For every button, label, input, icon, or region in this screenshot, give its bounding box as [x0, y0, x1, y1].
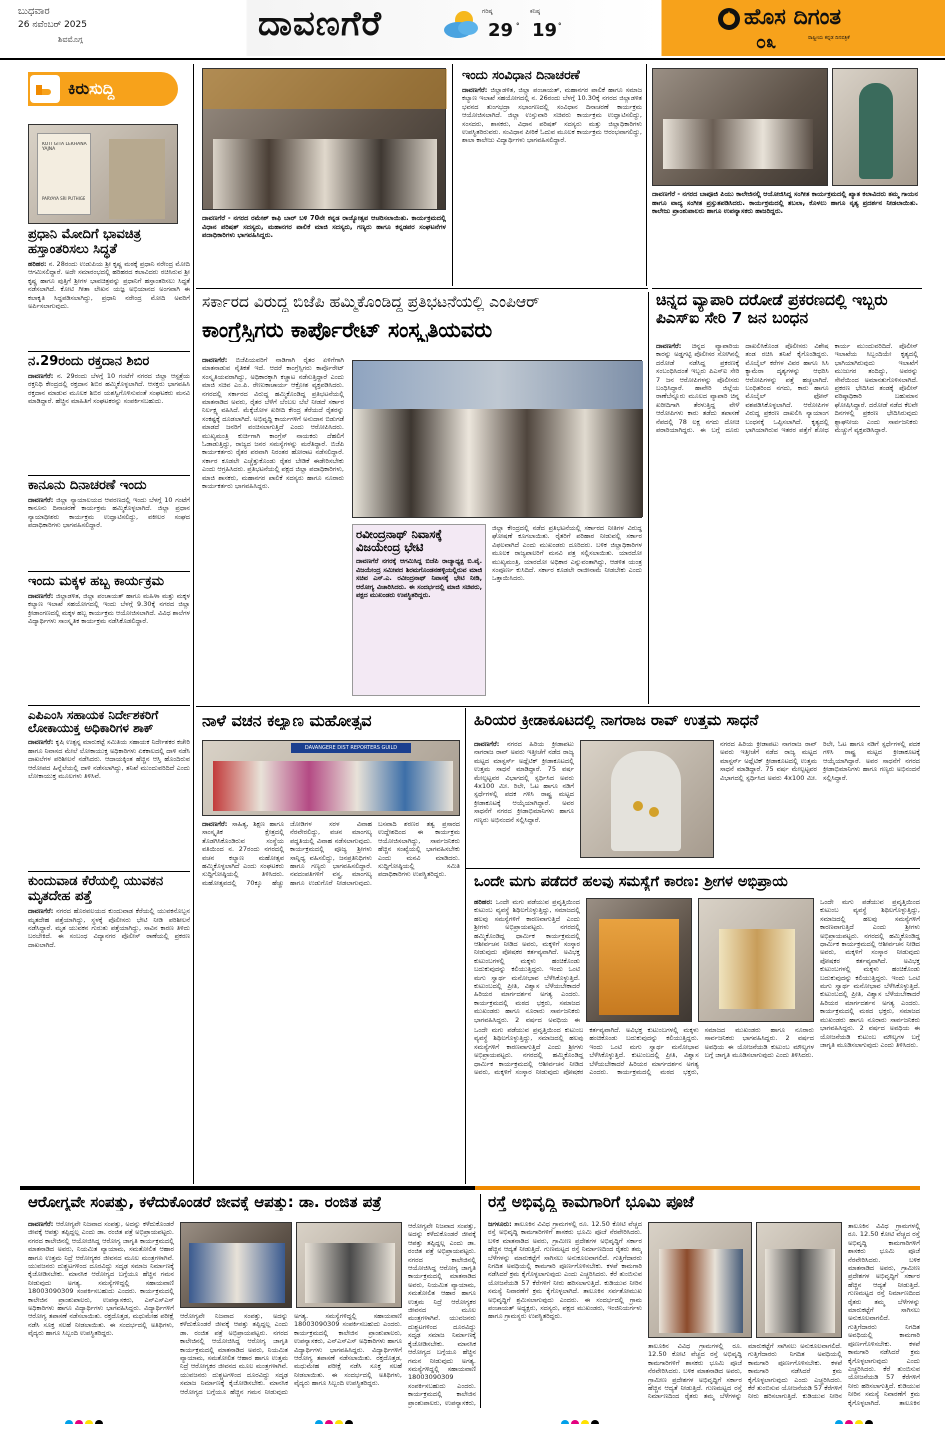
vachana-title: ನಾಳೆ ವಚನ ಕಲ್ಯಾಣ ಮಹೋತ್ಸವ: [202, 712, 372, 730]
press-banner: DAVANGERE DIST REPORTERS GUILD: [291, 743, 411, 753]
samvidhana-text: [462, 86, 642, 284]
page-number: ೦೩: [756, 32, 777, 53]
photo-people: [109, 139, 165, 219]
max-temp: 29: [488, 20, 514, 41]
temple-photo: [698, 898, 814, 1022]
health-text-col3: ಆರೋಗ್ಯವೇ ನಿಜವಾದ ಸಂಪತ್ತು, ಅದನ್ನು ಕಳೆದುಕೊಂಡರೆ ಜೀವಕ್ಕೆ ಆಪತ್ತು ತಪ್ಪಿದ್ದಲ್ಲ ಎಂದು ಡಾ. ರಂಜಿತ ಪತ್ರೆ ಅಭಿಪ್ರಾಯಪಟ್ಟರು. ನಗರದ ಕಾಲೇಜಿನಲ್ಲಿ ಆಯೋಜಿಸಿದ್ದ ಆರೋಗ್ಯ ಜಾಗೃತಿ ಕಾರ್ಯಕ್ರಮದಲ್ಲಿ ಮಾತನಾಡಿದ ಅವರು, ನಿಯಮಿತ ವ್ಯಾಯಾಮ, ಸಮತೋಲಿತ ಆಹಾರ ಹಾಗೂ ಉತ್ತಮ ನಿದ್ರೆ ಆರೋಗ್ಯಕರ ಜೀವನದ ಮೂಲ ಮಂತ್ರಗಳಾಗಿವೆ. ಯುವಜನರು ದುಶ್ಚಟಗಳಿಂದ ದೂರವಿದ್ದು ಸದೃಢ ಸಮಾಜ ನಿರ್ಮಾಣಕ್ಕೆ ಕೈಜೋಡಿಸಬೇಕು. ಮಾನಸಿಕ ಆರೋಗ್ಯದ ಬಗ್ಗೆಯೂ ಹೆಚ್ಚಿನ ಗಮನ ನೀಡುವುದು ಅಗತ್ಯ. ಸಮಸ್ಯೆಗಳಿದ್ದಲ್ಲಿ ಸಹಾಯವಾಣಿ 18003090309 ಸಂಪರ್ಕಿಸಬಹುದು ಎಂದರು. ಕಾರ್ಯಕ್ರಮದಲ್ಲಿ ಕಾಲೇಜಿನ ಪ್ರಾಂಶುಪಾಲರು, ಉಪನ್ಯಾಸಕರು,: [408, 1222, 476, 1407]
brief-title: ಇಂದು ಮಕ್ಕಳ ಹಬ್ಬ ಕಾರ್ಯಕ್ರಮ: [28, 573, 164, 589]
registration-marks-icon: [560, 1414, 600, 1424]
vachana-body: ಸಾಹಿತ್ಯ, ಶಿಕ್ಷಣ ಹಾಗೂ ಸಾಂಸ್ಕೃತಿಕ ಕ್ಷೇತ್ರದಲ್ಲಿ ತೊಡಗಿಸಿಕೊಂಡಿರುವ ಸಂಸ್ಥೆಯ ವತಿಯಿಂದ ನ. 27ರಂದು ನಗರದಲ್ಲಿ ವಚನ ಕಲ್ಯಾಣ ಮಹೋತ್ಸವ ಹಮ್ಮಿಕೊಳ್ಳಲಾಗಿದೆ ಎಂದು ಸಂಘಟಕರು ಸುದ್ದಿಗೋಷ್ಠಿಯಲ್ಲಿ ತಿಳಿಸಿದರು. ಮಹೋತ್ಸವದಲ್ಲಿ 70ಕ್ಕೂ ಹೆಚ್ಚು ಜೋಡಿಗಳ ಸರಳ ವಿವಾಹ ನೆರವೇರಲಿದ್ದು, ವಚನ ಮಾಂಗಲ್ಯ ಪದ್ಧತಿಯಲ್ಲಿ ವಿವಾಹ ನಡೆಸಲಾಗುವುದು. ಕಾರ್ಯಕ್ರಮದಲ್ಲಿ ಪೂಜ್ಯ ಶ್ರೀಗಳು ಸಾನ್ನಿಧ್ಯ ವಹಿಸಲಿದ್ದು, ಜನಪ್ರತಿನಿಧಿಗಳು ಹಾಗೂ ಗಣ್ಯರು ಭಾಗವಹಿಸಲಿದ್ದಾರೆ. ನವದಂಪತಿಗಳಿಗೆ ವಸ್ತ್ರ, ಮಾಂಗಲ್ಯ ಹಾಗೂ ಉಡುಗೊರೆ ನೀಡಲಾಗುವುದು. ಬಸವಾದಿ ಶರಣರ ತತ್ವ ಪ್ರಸಾರದ ಉದ್ದೇಶದಿಂದ ಈ ಕಾರ್ಯಕ್ರಮ ಆಯೋಜಿಸಲಾಗಿದ್ದು, ಸಾರ್ವಜನಿಕರು ಹೆಚ್ಚಿನ ಸಂಖ್ಯೆಯಲ್ಲಿ ಭಾಗವಹಿಸಬೇಕು ಎಂದು ಮನವಿ ಮಾಡಿದರು. ಸುದ್ದಿಗೋಷ್ಠಿಯಲ್ಲಿ ಸಮಿತಿ ಪದಾಧಿಕಾರಿಗಳು ಉಪಸ್ಥಿತರಿದ್ದರು.: [202, 820, 460, 887]
brief-item: [28, 479, 190, 568]
road-body: ತಾಲೂಕಿನ ವಿವಿಧ ಗ್ರಾಮಗಳಲ್ಲಿ ರೂ. 12.50 ಕೋಟಿ ವೆಚ್ಚದ ರಸ್ತೆ ಅಭಿವೃದ್ಧಿ ಕಾಮಗಾರಿಗಳಿಗೆ ಶಾಸಕರು ಭೂಮಿ ಪೂಜೆ ನೆರವೇರಿಸಿದರು. ಬಳಿಕ ಮಾತನಾಡಿದ ಅವರು, ಗ್ರಾಮೀಣ ಪ್ರದೇಶಗಳ ಅಭಿವೃದ್ಧಿಗೆ ಸರ್ಕಾರ ಹೆಚ್ಚಿನ ಆದ್ಯತೆ ನೀಡುತ್ತಿದೆ. ಗುಣಮಟ್ಟದ ರಸ್ತೆ ನಿರ್ಮಾಣದಿಂದ ರೈತರು ತಮ್ಮ ಬೆಳೆಗಳನ್ನು ಮಾರುಕಟ್ಟೆಗೆ ಸಾಗಿಸಲು ಅನುಕೂಲವಾಗಲಿದೆ. ಗುತ್ತಿಗೆದಾರರು ನಿಗದಿತ ಅವಧಿಯಲ್ಲಿ ಕಾಮಗಾರಿ ಪೂರ್ಣಗೊಳಿಸಬೇಕು. ಕಳಪೆ ಕಾಮಗಾರಿ ನಡೆಸಿದರೆ ಕ್ರಮ ಕೈಗೊಳ್ಳಲಾಗುವುದು ಎಂದು ಎಚ್ಚರಿಸಿದರು. ಕೆರೆ ತುಂಬಿಸುವ ಯೋಜನೆಯಡಿ 57 ಕೆರೆಗಳಿಗೆ ನೀರು ಹರಿಸಲಾಗುತ್ತಿದೆ. ಕುಡಿಯುವ ನೀರಿನ ಸಮಸ್ಯೆ ನಿವಾರಣೆಗೆ ಕ್ರಮ ಕೈಗೊಳ್ಳಲಾಗಿದೆ. ತಾಲೂಕಿನ ಸರ್ವತೋಮುಖ ಅಭಿವೃದ್ಧಿಗೆ ಶ್ರಮಿಸಲಾಗುವುದು ಎಂದರು. ಈ ಸಂದರ್ಭದಲ್ಲಿ ಗ್ರಾಮ ಪಂಚಾಯತ್ ಅಧ್ಯಕ್ಷರು, ಸದಸ್ಯರು, ಪಕ್ಷದ ಮುಖಂಡರು, ಇಂಜಿನಿಯರ್ಗಳು ಹಾಗೂ ಗ್ರಾಮಸ್ಥರು ಉಪಸ್ಥಿತರಿದ್ದರು.: [488, 1220, 642, 1321]
brief-title: ಕಾನೂನು ದಿನಾಚರಣೆ ಇಂದು: [28, 477, 147, 493]
road-text-col2: ತಾಲೂಕಿನ ವಿವಿಧ ಗ್ರಾಮಗಳಲ್ಲಿ ರೂ. 12.50 ಕೋಟಿ ವೆಚ್ಚದ ರಸ್ತೆ ಅಭಿವೃದ್ಧಿ ಕಾಮಗಾರಿಗಳಿಗೆ ಶಾಸಕರು ಭೂಮಿ ಪೂಜೆ ನೆರವೇರಿಸಿದರು. ಬಳಿಕ ಮಾತನಾಡಿದ ಅವರು, ಗ್ರಾಮೀಣ ಪ್ರದೇಶಗಳ ಅಭಿವೃದ್ಧಿಗೆ ಸರ್ಕಾರ ಹೆಚ್ಚಿನ ಆದ್ಯತೆ ನೀಡುತ್ತಿದೆ. ಗುಣಮಟ್ಟದ ರಸ್ತೆ ನಿರ್ಮಾಣದಿಂದ ರೈತರು ತಮ್ಮ ಬೆಳೆಗಳನ್ನು ಮಾರುಕಟ್ಟೆಗೆ ಸಾಗಿಸಲು ಅನುಕೂಲವಾಗಲಿದೆ. ಗುತ್ತಿಗೆದಾರರು ನಿಗದಿತ ಅವಧಿಯಲ್ಲಿ ಕಾಮಗಾರಿ ಪೂರ್ಣಗೊಳಿಸಬೇಕು. ಕಳಪೆ ಕಾಮಗಾರಿ ನಡೆಸಿದರೆ ಕ್ರಮ ಕೈಗೊಳ್ಳಲಾಗುವುದು ಎಂದು ಎಚ್ಚರಿಸಿದರು. ಕೆರೆ ತುಂಬಿಸುವ ಯೋಜನೆಯಡಿ 57 ಕೆರೆಗಳಿಗೆ ನೀರು ಹರಿಸಲಾಗುತ್ತಿದೆ. ಕುಡಿಯುವ ನೀರಿನ: [648, 1342, 842, 1401]
min-temp: 19: [532, 20, 558, 41]
lead-text-col1: [202, 356, 344, 702]
samvidhana-body: ಜಿಲ್ಲಾಡಳಿತ, ಜಿಲ್ಲಾ ಪಂಚಾಯತ್, ಮಹಾನಗರ ಪಾಲಿಕೆ ಹಾಗೂ ಸಮಾಜ ಕಲ್ಯಾಣ ಇಲಾಖೆ ಸಹಯೋಗದಲ್ಲಿ ನ. 26ರಂದು ಬೆಳಗ್ಗೆ 10.30ಕ್ಕೆ ನಗರದ ಜಿಲ್ಲಾಡಳಿತ ಭವನದ ತುಂಗಭದ್ರಾ ಸಭಾಂಗಣದಲ್ಲಿ ಸಂವಿಧಾನ ದಿನಾಚರಣೆ ಕಾರ್ಯಕ್ರಮ ಆಯೋಜಿಸಲಾಗಿದೆ. ಜಿಲ್ಲಾ ಉಸ್ತುವಾರಿ ಸಚಿವರು ಕಾರ್ಯಕ್ರಮ ಉದ್ಘಾಟಿಸಲಿದ್ದು, ಸಂಸದರು, ಶಾಸಕರು, ವಿಧಾನ ಪರಿಷತ್ ಸದಸ್ಯರು ಮತ್ತು ಜಿಲ್ಲಾಧಿಕಾರಿಗಳು ಉಪಸ್ಥಿತರಿರುವರು. ಸಂವಿಧಾನ ಪೀಠಿಕೆ ಓದುವ ಮೂಲಕ ಕಾರ್ಯಕ್ರಮ ಆರಂಭವಾಗಲಿದ್ದು, ಶಾಲಾ ಕಾಲೇಜು ವಿದ್ಯಾರ್ಥಿಗಳು ಭಾಗವಹಿಸಲಿದ್ದಾರೆ.: [462, 86, 642, 145]
brief-text: ನ. 28ರಂದು ಉಡುಪಿಯ ಶ್ರೀ ಕೃಷ್ಣ ಮಠಕ್ಕೆ ಪ್ರಧಾನಿ ನರೇಂದ್ರ ಮೋದಿ ಆಗಮಿಸಲಿದ್ದಾರೆ. ಅದೇ ಸಮಾರಂಭದಲ್ಲಿ ಹರಿಹರದ ಕಲಾವಿದರು ರಚಿಸಿರುವ ಶ್ರೀ ಕೃಷ್ಣ ಹಾಗೂ ಪುತ್ತಿಗೆ ಶ್ರೀಗಳ ಭಾವಚಿತ್ರವನ್ನು ಪ್ರಧಾನಿಗೆ ಹಸ್ತಾಂತರಿಸಲು ಸಿದ್ಧತೆ ನಡೆಸಲಾಗಿದೆ. ಕೋಟಿ ಗೀತಾ ಲೇಖನ ಯಜ್ಞ ಅಭಿಯಾನದ ಅಂಗವಾಗಿ ಈ ಕಲಾಕೃತಿ ಸಿದ್ಧಪಡಿಸಲಾಗಿದ್ದು, ಪ್ರಧಾನಿ ನರೇಂದ್ರ ಮೋದಿ ಅವರಿಗೆ ಅರ್ಪಿಸಲಾಗುವುದು.: [28, 259, 190, 310]
brief-title: ಪ್ರಧಾನಿ ಮೋದಿಗೆ ಭಾವಚಿತ್ರ ಹಸ್ತಾಂತರಿಸಲು ಸಿದ್ಧತೆ: [28, 228, 142, 257]
medal-icon: [649, 807, 659, 817]
column-divider: [452, 64, 453, 286]
brief-item: [28, 228, 190, 348]
masthead-edition: ಶಿವಮೊಗ್ಗ: [58, 35, 83, 44]
section-rule: [196, 706, 920, 707]
brief-item: [28, 709, 190, 869]
paper-tagline: ರಾಷ್ಟ್ರೀಯ ಕನ್ನಡ ದಿನಪತ್ರಿಕೆ: [808, 35, 850, 41]
swamiji-photo: [586, 898, 692, 1022]
athlete-photo: [580, 740, 714, 858]
health-text-col1: [28, 1220, 174, 1406]
box-title: ರವೀಂದ್ರನಾಥ್ ನಿವಾಸಕ್ಕೆ ವಿಜಯೇಂದ್ರ ಭೇಟಿ: [356, 527, 443, 555]
sports-body: ನಗರದ ಹಿರಿಯ ಕ್ರೀಡಾಪಟು ನಾಗರಾಜ ರಾವ್ ಅವರು ಇತ್ತೀಚೆಗೆ ನಡೆದ ರಾಜ್ಯ ಮಟ್ಟದ ಮಾಸ್ಟರ್ಸ್ ಅಥ್ಲೆಟಿಕ್ ಕ್ರೀಡಾಕೂಟದಲ್ಲಿ ಉತ್ತಮ ಸಾಧನೆ ಮಾಡಿದ್ದಾರೆ. 75 ವರ್ಷ ಮೇಲ್ಪಟ್ಟವರ ವಿಭಾಗದಲ್ಲಿ ಸ್ಪರ್ಧಿಸಿದ ಅವರು 4x100 ಮೀ. ರಿಲೇ, ಓಟ ಹಾಗೂ ನಡಿಗೆ ಸ್ಪರ್ಧೆಗಳಲ್ಲಿ ಪದಕ ಗಳಿಸಿ ರಾಷ್ಟ್ರ ಮಟ್ಟದ ಕ್ರೀಡಾಕೂಟಕ್ಕೆ ಆಯ್ಕೆಯಾಗಿದ್ದಾರೆ. ಅವರ ಸಾಧನೆಗೆ ನಗರದ ಕ್ರೀಡಾಭಿಮಾನಿಗಳು ಹಾಗೂ ಗಣ್ಯರು ಅಭಿನಂದನೆ ಸಲ್ಲಿಸಿದ್ದಾರೆ.: [474, 740, 574, 824]
sports-place: ದಾವಣಗೆರೆ:: [474, 740, 500, 748]
column-divider: [648, 292, 649, 704]
kirusuddi-label-a: ಕಿರು: [68, 79, 90, 98]
brief-place: ಹರಿಹರ:: [28, 259, 47, 268]
health-photo-1: [180, 1222, 292, 1308]
samvidhana-title: ಇಂದು ಸಂವಿಧಾನ ದಿನಾಚರಣೆ: [462, 68, 580, 82]
onechild-title: ಒಂದೇ ಮಗು ಪಡೆದರೆ ಹಲವು ಸಮಸ್ಯೆಗೆ ಕಾರಣ: ಶ್ರೀಗಳ ಅಭಿಪ್ರಾಯ: [474, 874, 788, 890]
onechild-text-col1: [474, 898, 580, 1024]
brief-item: [28, 875, 190, 1077]
road-title: ರಸ್ತೆ ಅಭಿವೃದ್ಧಿ ಕಾಮಗಾರಿಗೆ ಭೂಮಿ ಪೂಜೆ: [488, 1194, 694, 1211]
brief-item: [28, 575, 190, 702]
brief-place: ದಾವಣಗೆರೆ:: [28, 907, 54, 916]
press-meet-photo: [202, 740, 460, 816]
brief-place: ದಾವಣಗೆರೆ:: [28, 738, 54, 747]
section-rule: [652, 288, 922, 289]
rajyotsava-photo: [202, 68, 446, 210]
min-temp-label: ಕನಿಷ್ಠ: [530, 8, 541, 15]
box-text: ದಾವಣಗೆರೆ ನಗರಕ್ಕೆ ಆಗಮಿಸಿದ್ದ ಬಿಜೆಪಿ ರಾಜ್ಯಾಧ್ಯಕ್ಷ ಬಿ.ವೈ. ವಿಜಯೇಂದ್ರ ಸಮೀಪದ ಶಿರಮಗೊಂಡನಹಳ್ಳಿಯಲ್ಲಿರುವ ಮಾಜಿ ಸಚಿವ ಎಸ್.ಎ. ರವೀಂದ್ರನಾಥ್ ನಿವಾಸಕ್ಕೆ ಭೇಟಿ ನೀಡಿ, ಆರೋಗ್ಯ ವಿಚಾರಿಸಿದರು. ಈ ಸಂದರ್ಭದಲ್ಲಿ ಮಾಜಿ ಸಚಿವರು, ಪಕ್ಷದ ಮುಖಂಡರು ಉಪಸ್ಥಿತರಿದ್ದರು.: [356, 557, 482, 600]
brief-text: ಕೃಷಿ ಉತ್ಪನ್ನ ಮಾರುಕಟ್ಟೆ ಸಮಿತಿಯ ಸಹಾಯಕ ನಿರ್ದೇಶಕರ ಕಚೇರಿ ಹಾಗೂ ನಿವಾಸದ ಮೇಲೆ ಲೋಕಾಯುಕ್ತ ಅಧಿಕಾರಿಗಳು ಏಕಕಾಲದಲ್ಲಿ ದಾಳಿ ನಡೆಸಿ ದಾಖಲೆಗಳ ಪರಿಶೀಲನೆ ನಡೆಸಿದರು. ಆದಾಯಕ್ಕಿಂತ ಹೆಚ್ಚಿನ ಆಸ್ತಿ ಹೊಂದಿರುವ ಆರೋಪದ ಹಿನ್ನೆಲೆಯಲ್ಲಿ ದಾಳಿ ನಡೆಸಲಾಗಿದ್ದು, ತನಿಖೆ ಮುಂದುವರಿದಿದೆ ಎಂದು ಲೋಕಾಯುಕ್ತ ಮೂಲಗಳು ತಿಳಿಸಿವೆ.: [28, 738, 190, 780]
masthead: [0, 0, 945, 62]
masthead-rule: [0, 58, 945, 60]
sports-text-col1: [474, 740, 574, 864]
masthead-city: ದಾವಣಗೆರೆ: [258, 4, 382, 44]
rajyotsava-caption: ದಾವಣಗೆರೆ - ನಗರದ ರಮೇಶ್ ಕಾಫಿ ಬಾರ್ ಬಳಿ 70ನೇ ಕನ್ನಡ ರಾಜ್ಯೋತ್ಸವ ಆಚರಿಸಲಾಯಿತು. ಕಾರ್ಯಕ್ರಮದಲ್ಲಿ ವಿಧಾನ ಪರಿಷತ್ ಸದಸ್ಯರು, ಮಹಾನಗರ ಪಾಲಿಕೆ ಮಾಜಿ ಸದಸ್ಯರು, ಗಣ್ಯರು ಹಾಗೂ ಕನ್ನಡಪರ ಸಂಘಟನೆಗಳ ಪದಾಧಿಕಾರಿಗಳು ಭಾಗವಹಿಸಿದ್ದರು.: [202, 214, 446, 240]
onechild-body: ಒಂದೇ ಮಗು ಪಡೆಯುವ ಪ್ರವೃತ್ತಿಯಿಂದ ಕುಟುಂಬ ವ್ಯವಸ್ಥೆ ಶಿಥಿಲಗೊಳ್ಳುತ್ತಿದ್ದು, ಸಮಾಜದಲ್ಲಿ ಹಲವು ಸಮಸ್ಯೆಗಳಿಗೆ ಕಾರಣವಾಗುತ್ತಿದೆ ಎಂದು ಶ್ರೀಗಳು ಅಭಿಪ್ರಾಯಪಟ್ಟರು. ನಗರದಲ್ಲಿ ಹಮ್ಮಿಕೊಂಡಿದ್ದ ಧಾರ್ಮಿಕ ಕಾರ್ಯಕ್ರಮದಲ್ಲಿ ಆಶೀರ್ವಚನ ನೀಡಿದ ಅವರು, ಮಕ್ಕಳಿಗೆ ಸಂಸ್ಕಾರ ನೀಡುವುದು ಪೋಷಕರ ಕರ್ತವ್ಯವಾಗಿದೆ. ಅವಿಭಕ್ತ ಕುಟುಂಬಗಳಲ್ಲಿ ಮಕ್ಕಳು ಹಂಚಿಕೊಂಡು ಬದುಕುವುದನ್ನು ಕಲಿಯುತ್ತಿದ್ದರು. ಇಂದು ಒಂಟಿ ಮಗು ಸ್ವಾರ್ಥ ಮನೋಭಾವ ಬೆಳೆಸಿಕೊಳ್ಳುತ್ತಿದೆ. ಕುಟುಂಬದಲ್ಲಿ ಪ್ರೀತಿ, ವಿಶ್ವಾಸ ಬೆಳೆಯಬೇಕಾದರೆ ಹಿರಿಯರ ಮಾರ್ಗದರ್ಶನ ಅಗತ್ಯ ಎಂದರು. ಕಾರ್ಯಕ್ರಮದಲ್ಲಿ ಮಠದ ಭಕ್ತರು, ಸಮಾಜದ ಮುಖಂಡರು ಹಾಗೂ ನೂರಾರು ಸಾರ್ವಜನಿಕರು ಭಾಗವಹಿಸಿದ್ದರು. 2 ವರ್ಷದ ಅವಧಿಯ ಈ: [474, 898, 580, 1024]
brief-place: ದಾವಣಗೆರೆ:: [28, 591, 54, 600]
brief-text: ನ. 29ರಂದು ಬೆಳಗ್ಗೆ 10 ಗಂಟೆಗೆ ನಗರದ ಜಿಲ್ಲಾ ಆಸ್ಪತ್ರೆಯ ರಕ್ತನಿಧಿ ಕೇಂದ್ರದಲ್ಲಿ ರಕ್ತದಾನ ಶಿಬಿರ ಹಮ್ಮಿಕೊಳ್ಳಲಾಗಿದೆ. ಆಸಕ್ತರು ಭಾಗವಹಿಸಿ ರಕ್ತದಾನ ಮಾಡುವ ಮೂಲಕ ಶಿಬಿರ ಯಶಸ್ವಿಗೊಳಿಸುವಂತೆ ಸಂಘಟಕರು ಮನವಿ ಮಾಡಿದ್ದಾರೆ. ಹೆಚ್ಚಿನ ಮಾಹಿತಿಗೆ ಸಂಘಟಕರನ್ನು ಸಂಪರ್ಕಿಸಬಹುದು.: [28, 371, 190, 406]
concert-caption: ದಾವಣಗೆರೆ - ನಗರದ ಬಾಪೂಜಿ ಪಿಯು ಕಾಲೇಜಿನಲ್ಲಿ ಆಯೋಜಿಸಿದ್ದ ಸಂಗೀತ ಕಾರ್ಯಕ್ರಮದಲ್ಲಿ ಖ್ಯಾತ ಕಲಾವಿದರು ತಮ್ಮ ಗಾಯನ ಹಾಗೂ ವಾದ್ಯ ಸಂಗೀತ ಪ್ರಸ್ತುತಪಡಿಸಿದರು. ಕಾರ್ಯಕ್ರಮದಲ್ಲಿ ತಬಲಾ, ಕೊಳಲು ಹಾಗೂ ನೃತ್ಯ ಪ್ರದರ್ಶನ ನೀಡಲಾಯಿತು. ಕಾಲೇಜು ಪ್ರಾಂಶುಪಾಲರು ಹಾಗೂ ಉಪನ್ಯಾಸಕರು ಹಾಜರಿದ್ದರು.: [652, 190, 918, 216]
road-text-col3: ತಾಲೂಕಿನ ವಿವಿಧ ಗ್ರಾಮಗಳಲ್ಲಿ ರೂ. 12.50 ಕೋಟಿ ವೆಚ್ಚದ ರಸ್ತೆ ಅಭಿವೃದ್ಧಿ ಕಾಮಗಾರಿಗಳಿಗೆ ಶಾಸಕರು ಭೂಮಿ ಪೂಜೆ ನೆರವೇರಿಸಿದರು. ಬಳಿಕ ಮಾತನಾಡಿದ ಅವರು, ಗ್ರಾಮೀಣ ಪ್ರದೇಶಗಳ ಅಭಿವೃದ್ಧಿಗೆ ಸರ್ಕಾರ ಹೆಚ್ಚಿನ ಆದ್ಯತೆ ನೀಡುತ್ತಿದೆ. ಗುಣಮಟ್ಟದ ರಸ್ತೆ ನಿರ್ಮಾಣದಿಂದ ರೈತರು ತಮ್ಮ ಬೆಳೆಗಳನ್ನು ಮಾರುಕಟ್ಟೆಗೆ ಸಾಗಿಸಲು ಅನುಕೂಲವಾಗಲಿದೆ. ಗುತ್ತಿಗೆದಾರರು ನಿಗದಿತ ಅವಧಿಯಲ್ಲಿ ಕಾಮಗಾರಿ ಪೂರ್ಣಗೊಳಿಸಬೇಕು. ಕಳಪೆ ಕಾಮಗಾರಿ ನಡೆಸಿದರೆ ಕ್ರಮ ಕೈಗೊಳ್ಳಲಾಗುವುದು ಎಂದು ಎಚ್ಚರಿಸಿದರು. ಕೆರೆ ತುಂಬಿಸುವ ಯೋಜನೆಯಡಿ 57 ಕೆರೆಗಳಿಗೆ ನೀರು ಹರಿಸಲಾಗುತ್ತಿದೆ. ಕುಡಿಯುವ ನೀರಿನ ಸಮಸ್ಯೆ ನಿವಾರಣೆಗೆ ಕ್ರಮ ಕೈಗೊಳ್ಳಲಾಗಿದೆ. ತಾಲೂಕಿನ: [848, 1222, 920, 1407]
protest-photo: [352, 360, 642, 518]
dancer-photo: [832, 68, 918, 186]
masthead-date: 26 ನವೆಂಬರ್ 2025: [18, 20, 87, 30]
vachana-place: ದಾವಣಗೆರೆ:: [202, 820, 228, 828]
road-photo-1: [648, 1222, 752, 1338]
brief-title: ನ.29ರಂದು ರಕ್ತದಾನ ಶಿಬಿರ: [28, 353, 150, 369]
column-divider: [193, 64, 194, 1184]
road-photo-2: [756, 1222, 842, 1338]
health-photo-2: [296, 1222, 402, 1308]
vijayendra-box: [352, 524, 486, 696]
frame-text: PARYAYA SRI PUTHIGE: [42, 196, 86, 201]
registration-marks-icon: [834, 1414, 874, 1424]
road-bar: [475, 1186, 920, 1190]
brief-text: ನಗರದ ಹೊರವಲಯದ ಕುಂದುವಾಡ ಕೆರೆಯಲ್ಲಿ ಯುವಕನೊಬ್ಬನ ಮೃತದೇಹ ಪತ್ತೆಯಾಗಿದ್ದು, ಸ್ಥಳಕ್ಕೆ ಪೊಲೀಸರು ಭೇಟಿ ನೀಡಿ ಪರಿಶೀಲನೆ ನಡೆಸಿದ್ದಾರೆ. ಮೃತ ಯುವಕನ ಗುರುತು ಪತ್ತೆಯಾಗಿದ್ದು, ಸಾವಿನ ಕಾರಣ ತಿಳಿದು ಬರಬೇಕಿದೆ. ಈ ಸಂಬಂಧ ವಿದ್ಯಾನಗರ ಪೊಲೀಸ್ ಠಾಣೆಯಲ್ಲಿ ಪ್ರಕರಣ ದಾಖಲಾಗಿದೆ.: [28, 907, 190, 949]
max-temp-label: ಗರಿಷ್ಠ: [482, 8, 493, 15]
brief-place: ದಾವಣಗೆರೆ:: [28, 495, 54, 504]
robbery-place: ದಾವಣಗೆರೆ:: [656, 342, 682, 350]
concert-photo: [652, 68, 828, 186]
health-body: ಆರೋಗ್ಯವೇ ನಿಜವಾದ ಸಂಪತ್ತು, ಅದನ್ನು ಕಳೆದುಕೊಂಡರೆ ಜೀವಕ್ಕೆ ಆಪತ್ತು ತಪ್ಪಿದ್ದಲ್ಲ ಎಂದು ಡಾ. ರಂಜಿತ ಪತ್ರೆ ಅಭಿಪ್ರಾಯಪಟ್ಟರು. ನಗರದ ಕಾಲೇಜಿನಲ್ಲಿ ಆಯೋಜಿಸಿದ್ದ ಆರೋಗ್ಯ ಜಾಗೃತಿ ಕಾರ್ಯಕ್ರಮದಲ್ಲಿ ಮಾತನಾಡಿದ ಅವರು, ನಿಯಮಿತ ವ್ಯಾಯಾಮ, ಸಮತೋಲಿತ ಆಹಾರ ಹಾಗೂ ಉತ್ತಮ ನಿದ್ರೆ ಆರೋಗ್ಯಕರ ಜೀವನದ ಮೂಲ ಮಂತ್ರಗಳಾಗಿವೆ. ಯುವಜನರು ದುಶ್ಚಟಗಳಿಂದ ದೂರವಿದ್ದು ಸದೃಢ ಸಮಾಜ ನಿರ್ಮಾಣಕ್ಕೆ ಕೈಜೋಡಿಸಬೇಕು. ಮಾನಸಿಕ ಆರೋಗ್ಯದ ಬಗ್ಗೆಯೂ ಹೆಚ್ಚಿನ ಗಮನ ನೀಡುವುದು ಅಗತ್ಯ. ಸಮಸ್ಯೆಗಳಿದ್ದಲ್ಲಿ ಸಹಾಯವಾಣಿ 18003090309 ಸಂಪರ್ಕಿಸಬಹುದು ಎಂದರು. ಕಾರ್ಯಕ್ರಮದಲ್ಲಿ ಕಾಲೇಜಿನ ಪ್ರಾಂಶುಪಾಲರು, ಉಪನ್ಯಾಸಕರು, ಎನ್ಎಸ್ಎಸ್ ಅಧಿಕಾರಿಗಳು ಹಾಗೂ ವಿದ್ಯಾರ್ಥಿಗಳು ಭಾಗವಹಿಸಿದ್ದರು. ವಿದ್ಯಾರ್ಥಿಗಳಿಗೆ ಆರೋಗ್ಯ ತಪಾಸಣೆ ನಡೆಸಲಾಯಿತು. ರಕ್ತದೊತ್ತಡ, ಮಧುಮೇಹ ಪರೀಕ್ಷೆ ನಡೆಸಿ ಸೂಕ್ತ ಸಲಹೆ ನೀಡಲಾಯಿತು. ಈ ಸಂದರ್ಭದಲ್ಲಿ ಅತಿಥಿಗಳು, ವೈದ್ಯರು ಹಾಗೂ ಸಿಬ್ಬಂದಿ ಉಪಸ್ಥಿತರಿದ್ದರು.: [28, 1220, 174, 1338]
brief-text: ಜಿಲ್ಲಾ ನ್ಯಾಯಾಲಯದ ಆವರಣದಲ್ಲಿ ಇಂದು ಬೆಳಗ್ಗೆ 10 ಗಂಟೆಗೆ ಕಾನೂನು ದಿನಾಚರಣೆ ಕಾರ್ಯಕ್ರಮ ಹಮ್ಮಿಕೊಳ್ಳಲಾಗಿದೆ. ಜಿಲ್ಲಾ ಪ್ರಧಾನ ನ್ಯಾಯಾಧೀಶರು ಕಾರ್ಯಕ್ರಮ ಉದ್ಘಾಟಿಸಲಿದ್ದು, ವಕೀಲರ ಸಂಘದ ಪದಾಧಿಕಾರಿಗಳು ಭಾಗವಹಿಸಲಿದ್ದಾರೆ.: [28, 495, 190, 529]
robbery-body: ಚಿನ್ನದ ವ್ಯಾಪಾರಿಯ ಕಾರನ್ನು ಅಡ್ಡಗಟ್ಟಿ ಪೊಲೀಸರ ಸೋಗಿನಲ್ಲಿ ದರೋಡೆ ನಡೆಸಿದ್ದ ಪ್ರಕರಣಕ್ಕೆ ಸಂಬಂಧಿಸಿದಂತೆ ಇಬ್ಬರು ಪಿಎಸ್ಐ ಸೇರಿ 7 ಜನ ಆರೋಪಿಗಳನ್ನು ಪೊಲೀಸರು ಬಂಧಿಸಿದ್ದಾರೆ. ಹಾವೇರಿ ಜಿಲ್ಲೆಯ ರಾಣೆಬೆನ್ನೂರು ಮೂಲದ ವ್ಯಾಪಾರಿ ಚಿನ್ನ ಖರೀದಿಗಾಗಿ ತೆರಳುತ್ತಿದ್ದ ವೇಳೆ ಆರೋಪಿಗಳು ಕಾರು ತಡೆದು ತಪಾಸಣೆ ನೆಪದಲ್ಲಿ 78 ಲಕ್ಷ ನಗದು ದೋಚಿ ಪರಾರಿಯಾಗಿದ್ದರು. ಈ ಬಗ್ಗೆ ದೂರು ದಾಖಲಿಸಿಕೊಂಡ ಪೊಲೀಸರು ವಿಶೇಷ ತಂಡ ರಚಿಸಿ ತನಿಖೆ ಕೈಗೊಂಡಿದ್ದರು. ಮೊಬೈಲ್ ಕರೆಗಳ ವಿವರ ಹಾಗೂ ಸಿಸಿ ಕ್ಯಾಮೆರಾ ದೃಶ್ಯಗಳನ್ನು ಆಧರಿಸಿ ಆರೋಪಿಗಳನ್ನು ಪತ್ತೆ ಹಚ್ಚಲಾಗಿದೆ. ಬಂಧಿತರಿಂದ ನಗದು, ಕಾರು ಹಾಗೂ ಮೊಬೈಲ್ ಫೋನ್ ವಶಪಡಿಸಿಕೊಳ್ಳಲಾಗಿದೆ. ಆರೋಪಿಗಳ ವಿರುದ್ಧ ಪ್ರಕರಣ ದಾಖಲಿಸಿ ನ್ಯಾಯಾಂಗ ಬಂಧನಕ್ಕೆ ಒಪ್ಪಿಸಲಾಗಿದೆ. ಕೃತ್ಯದಲ್ಲಿ ಭಾಗಿಯಾಗಿರುವ ಇತರರ ಪತ್ತೆಗೆ ಶೋಧ ಕಾರ್ಯ ಮುಂದುವರಿದಿದೆ. ಪೊಲೀಸ್ ಇಲಾಖೆಯ ಸಿಬ್ಬಂದಿಯೇ ಕೃತ್ಯದಲ್ಲಿ ಭಾಗಿಯಾಗಿರುವುದು ಇಲಾಖೆಗೆ ಮುಜುಗರ ತಂದಿದ್ದು, ಅವರನ್ನು ಸೇವೆಯಿಂದ ಅಮಾನತುಗೊಳಿಸಲಾಗಿದೆ. ಪ್ರಕರಣ ಭೇದಿಸಿದ ತಂಡಕ್ಕೆ ಪೊಲೀಸ್ ವರಿಷ್ಠಾಧಿಕಾರಿ ಬಹುಮಾನ ಘೋಷಿಸಿದ್ದಾರೆ. ದರೋಡೆ ನಡೆದ ಕೆಲವೇ ದಿನಗಳಲ್ಲಿ ಪ್ರಕರಣ ಭೇದಿಸಿರುವುದು ಶ್ಲಾಘನೀಯ ಎಂದು ಸಾರ್ವಜನಿಕರು ಮೆಚ್ಚುಗೆ ವ್ಯಕ್ತಪಡಿಸಿದ್ದಾರೆ.: [656, 342, 918, 435]
medal-icon: [633, 801, 643, 811]
vachana-text: [202, 820, 460, 1174]
health-bar: [20, 1186, 475, 1190]
onechild-place: ಹರಿಹರ:: [474, 898, 493, 906]
lead-title: ಕಾಂಗ್ರೆಸ್ಸಿಗರು ಕಾರ್ಪೊರೇಟ್ ಸಂಸ್ಕೃತಿಯವರು: [202, 318, 493, 342]
kirusuddi-banner: [28, 72, 178, 106]
health-title: ಆರೋಗ್ಯವೇ ಸಂಪತ್ತು, ಕಳೆದುಕೊಂಡರೆ ಜೀವಕ್ಕೆ ಆಪತ್ತು: ಡಾ. ರಂಜಿತ ಪತ್ರೆ: [28, 1194, 382, 1211]
lead-text-col2: ಜಿಲ್ಲಾ ಕೇಂದ್ರದಲ್ಲಿ ನಡೆದ ಪ್ರತಿಭಟನೆಯಲ್ಲಿ ಸರ್ಕಾರದ ನೀತಿಗಳ ವಿರುದ್ಧ ಘೋಷಣೆ ಕೂಗಲಾಯಿತು. ರೈತರಿಗೆ ಪರಿಹಾರ ನೀಡುವಲ್ಲಿ ಸರ್ಕಾರ ವಿಫಲವಾಗಿದೆ ಎಂದು ಮುಖಂಡರು ದೂರಿದರು. ಬಳಿಕ ಜಿಲ್ಲಾಧಿಕಾರಿಗಳ ಮೂಲಕ ರಾಜ್ಯಪಾಲರಿಗೆ ಮನವಿ ಪತ್ರ ಸಲ್ಲಿಸಲಾಯಿತು. ಯಾರದೋ ಮುಖ್ಯಮಂತ್ರಿ, ಯಾರದೋ ಅಧಿಕಾರ ಎನ್ನುವಂತಾಗಿದ್ದು, ಆಡಳಿತ ಯಂತ್ರ ಸಂಪೂರ್ಣ ಕುಸಿದಿದೆ. ಸರ್ಕಾರ ಕೂಡಲೇ ರಾಜೀನಾಮೆ ನೀಡಬೇಕು ಎಂದು ಒತ್ತಾಯಿಸಿದರು.: [492, 524, 642, 583]
lead-body: ಬಿಜೆಪಿಯವರಿಗೆ ನಾಡಿಗಾಗಿ ರೈತರ ಏಳಿಗೆಗಾಗಿ ಮಾತನಾಡುವ ನೈತಿಕತೆ ಇದೆ. ಆದರೆ ಕಾಂಗ್ರೆಸ್ಸಿಗರು ಕಾರ್ಪೊರೇಟ್ ಸಂಸ್ಕೃತಿಯವರಾಗಿದ್ದು, ಅಧಿಕಾರಕ್ಕಾಗಿ ಕಚ್ಚಾಟ ನಡೆಸುತ್ತಿದ್ದಾರೆ ಎಂದು ಮಾಜಿ ಸಚಿವ ಎಂ.ಪಿ. ರೇಣುಕಾಚಾರ್ಯ ಆಕ್ರೋಶ ವ್ಯಕ್ತಪಡಿಸಿದರು. ನಗರದಲ್ಲಿ ಸರ್ಕಾರದ ವಿರುದ್ಧ ಹಮ್ಮಿಕೊಂಡಿದ್ದ ಪ್ರತಿಭಟನೆಯಲ್ಲಿ ಮಾತನಾಡಿದ ಅವರು, ರೈತರ ಬೆಳೆಗೆ ಬೆಂಬಲ ಬೆಲೆ ನೀಡದೆ ಸರ್ಕಾರ ನಿರ್ಲಕ್ಷ್ಯ ವಹಿಸಿದೆ. ಮೆಕ್ಕೆಜೋಳ ಖರೀದಿ ಕೇಂದ್ರ ತೆರೆಯದೆ ರೈತರನ್ನು ಸಂಕಷ್ಟಕ್ಕೆ ದೂಡಲಾಗಿದೆ. ಅಭಿವೃದ್ಧಿ ಕಾರ್ಯಗಳಿಗೆ ಅನುದಾನ ಬಿಡುಗಡೆ ಮಾಡದೆ ಜನರಿಗೆ ವಂಚಿಸಲಾಗುತ್ತಿದೆ ಎಂದು ಆರೋಪಿಸಿದರು. ಮುಖ್ಯಮಂತ್ರಿ ಕುರ್ಚಿಗಾಗಿ ಕಾಂಗ್ರೆಸ್ ನಾಯಕರು ದೆಹಲಿಗೆ ಓಡಾಡುತ್ತಿದ್ದು, ರಾಜ್ಯದ ಜನರ ಸಮಸ್ಯೆಗಳನ್ನು ಮರೆತಿದ್ದಾರೆ. ಬಿಜೆಪಿ ಕಾರ್ಯಕರ್ತರು ರೈತರ ಪರವಾಗಿ ನಿರಂತರ ಹೋರಾಟ ನಡೆಸಲಿದ್ದಾರೆ. ಸರ್ಕಾರ ಕೂಡಲೇ ಎಚ್ಚೆತ್ತುಕೊಂಡು ರೈತರ ಬೇಡಿಕೆ ಈಡೇರಿಸಬೇಕು ಎಂದು ಆಗ್ರಹಿಸಿದರು. ಪ್ರತಿಭಟನೆಯಲ್ಲಿ ಪಕ್ಷದ ಜಿಲ್ಲಾ ಪದಾಧಿಕಾರಿಗಳು, ಮಾಜಿ ಶಾಸಕರು, ಮಹಾನಗರ ಪಾಲಿಕೆ ಸದಸ್ಯರು ಹಾಗೂ ನೂರಾರು ಕಾರ್ಯಕರ್ತರು ಭಾಗವಹಿಸಿದ್ದರು.: [202, 356, 344, 491]
column-divider: [646, 64, 647, 286]
weather-icon: [442, 8, 482, 40]
frame-text: KOTI GITA LEKHANA YAJNA: [42, 142, 87, 152]
road-text-col1: [488, 1220, 642, 1406]
samvidhana-place: ದಾವಣಗೆರೆ:: [462, 86, 488, 94]
brief-item: [28, 355, 190, 472]
degree-icon: °: [516, 22, 520, 30]
section-rule: [196, 288, 648, 289]
column-divider: [465, 708, 466, 1184]
robbery-text: [656, 342, 918, 702]
degree-icon: °: [558, 22, 562, 30]
onechild-text-col4: ಒಂದೇ ಮಗು ಪಡೆಯುವ ಪ್ರವೃತ್ತಿಯಿಂದ ಕುಟುಂಬ ವ್ಯವಸ್ಥೆ ಶಿಥಿಲಗೊಳ್ಳುತ್ತಿದ್ದು, ಸಮಾಜದಲ್ಲಿ ಹಲವು ಸಮಸ್ಯೆಗಳಿಗೆ ಕಾರಣವಾಗುತ್ತಿದೆ ಎಂದು ಶ್ರೀಗಳು ಅಭಿಪ್ರಾಯಪಟ್ಟರು. ನಗರದಲ್ಲಿ ಹಮ್ಮಿಕೊಂಡಿದ್ದ ಧಾರ್ಮಿಕ ಕಾರ್ಯಕ್ರಮದಲ್ಲಿ ಆಶೀರ್ವಚನ ನೀಡಿದ ಅವರು, ಮಕ್ಕಳಿಗೆ ಸಂಸ್ಕಾರ ನೀಡುವುದು ಪೋಷಕರ ಕರ್ತವ್ಯವಾಗಿದೆ. ಅವಿಭಕ್ತ ಕುಟುಂಬಗಳಲ್ಲಿ ಮಕ್ಕಳು ಹಂಚಿಕೊಂಡು ಬದುಕುವುದನ್ನು ಕಲಿಯುತ್ತಿದ್ದರು. ಇಂದು ಒಂಟಿ ಮಗು ಸ್ವಾರ್ಥ ಮನೋಭಾವ ಬೆಳೆಸಿಕೊಳ್ಳುತ್ತಿದೆ. ಕುಟುಂಬದಲ್ಲಿ ಪ್ರೀತಿ, ವಿಶ್ವಾಸ ಬೆಳೆಯಬೇಕಾದರೆ ಹಿರಿಯರ ಮಾರ್ಗದರ್ಶನ ಅಗತ್ಯ ಎಂದರು. ಕಾರ್ಯಕ್ರಮದಲ್ಲಿ ಮಠದ ಭಕ್ತರು, ಸಮಾಜದ ಮುಖಂಡರು ಹಾಗೂ ನೂರಾರು ಸಾರ್ವಜನಿಕರು ಭಾಗವಹಿಸಿದ್ದರು. 2 ವರ್ಷದ ಅವಧಿಯ ಈ ಯೋಜನೆಯಡಿ ಕುಟುಂಬ ಮೌಲ್ಯಗಳ ಬಗ್ಗೆ ಜಾಗೃತಿ ಮೂಡಿಸಲಾಗುವುದು ಎಂದು ತಿಳಿಸಿದರು.: [820, 898, 920, 1049]
sports-title: ಹಿರಿಯರ ಕ್ರೀಡಾಕೂಟದಲ್ಲಿ ನಾಗರಾಜ ರಾವ್ ಉತ್ತಮ ಸಾಧನೆ: [474, 712, 759, 729]
health-text-col2: ಆರೋಗ್ಯವೇ ನಿಜವಾದ ಸಂಪತ್ತು, ಅದನ್ನು ಕಳೆದುಕೊಂಡರೆ ಜೀವಕ್ಕೆ ಆಪತ್ತು ತಪ್ಪಿದ್ದಲ್ಲ ಎಂದು ಡಾ. ರಂಜಿತ ಪತ್ರೆ ಅಭಿಪ್ರಾಯಪಟ್ಟರು. ನಗರದ ಕಾಲೇಜಿನಲ್ಲಿ ಆಯೋಜಿಸಿದ್ದ ಆರೋಗ್ಯ ಜಾಗೃತಿ ಕಾರ್ಯಕ್ರಮದಲ್ಲಿ ಮಾತನಾಡಿದ ಅವರು, ನಿಯಮಿತ ವ್ಯಾಯಾಮ, ಸಮತೋಲಿತ ಆಹಾರ ಹಾಗೂ ಉತ್ತಮ ನಿದ್ರೆ ಆರೋಗ್ಯಕರ ಜೀವನದ ಮೂಲ ಮಂತ್ರಗಳಾಗಿವೆ. ಯುವಜನರು ದುಶ್ಚಟಗಳಿಂದ ದೂರವಿದ್ದು ಸದೃಢ ಸಮಾಜ ನಿರ್ಮಾಣಕ್ಕೆ ಕೈಜೋಡಿಸಬೇಕು. ಮಾನಸಿಕ ಆರೋಗ್ಯದ ಬಗ್ಗೆಯೂ ಹೆಚ್ಚಿನ ಗಮನ ನೀಡುವುದು ಅಗತ್ಯ. ಸಮಸ್ಯೆಗಳಿದ್ದಲ್ಲಿ ಸಹಾಯವಾಣಿ 18003090309 ಸಂಪರ್ಕಿಸಬಹುದು ಎಂದರು. ಕಾರ್ಯಕ್ರಮದಲ್ಲಿ ಕಾಲೇಜಿನ ಪ್ರಾಂಶುಪಾಲರು, ಉಪನ್ಯಾಸಕರು, ಎನ್ಎಸ್ಎಸ್ ಅಧಿಕಾರಿಗಳು ಹಾಗೂ ವಿದ್ಯಾರ್ಥಿಗಳು ಭಾಗವಹಿಸಿದ್ದರು. ವಿದ್ಯಾರ್ಥಿಗಳಿಗೆ ಆರೋಗ್ಯ ತಪಾಸಣೆ ನಡೆಸಲಾಯಿತು. ರಕ್ತದೊತ್ತಡ, ಮಧುಮೇಹ ಪರೀಕ್ಷೆ ನಡೆಸಿ ಸೂಕ್ತ ಸಲಹೆ ನೀಡಲಾಯಿತು. ಈ ಸಂದರ್ಭದಲ್ಲಿ ಅತಿಥಿಗಳು, ವೈದ್ಯರು ಹಾಗೂ ಸಿಬ್ಬಂದಿ ಉಪಸ್ಥಿತರಿದ್ದರು.: [180, 1312, 402, 1396]
lead-kicker: ಸರ್ಕಾರದ ವಿರುದ್ಧ ಬಿಜೆಪಿ ಹಮ್ಮಿಕೊಂಡಿದ್ದ ಪ್ರತಿಭಟನೆಯಲ್ಲಿ ಎಂಪಿಆರ್: [202, 294, 540, 311]
column-divider: [480, 1194, 481, 1408]
paper-name: ಹೊಸ ದಿಗಂತ: [744, 5, 842, 30]
section-rule: [466, 868, 920, 869]
kirusuddi-photo: [28, 124, 178, 224]
registration-marks-icon: [314, 1414, 354, 1424]
lead-place: ದಾವಣಗೆರೆ:: [202, 356, 228, 364]
brief-title: ಎಪಿಎಂಸಿ ಸಹಾಯಕ ನಿರ್ದೇಶಕರಿಗೆ ಲೋಕಾಯುಕ್ತ ಅಧಿಕಾರಿಗಳ ಶಾಕ್: [28, 707, 159, 736]
logo-emblem-icon: [718, 8, 740, 30]
pointing-hand-icon: [30, 75, 60, 103]
health-place: ದಾವಣಗೆರೆ:: [28, 1220, 54, 1228]
road-place: ಜಗಳೂರು:: [488, 1220, 512, 1228]
sports-text-col2: ನಗರದ ಹಿರಿಯ ಕ್ರೀಡಾಪಟು ನಾಗರಾಜ ರಾವ್ ಅವರು ಇತ್ತೀಚೆಗೆ ನಡೆದ ರಾಜ್ಯ ಮಟ್ಟದ ಮಾಸ್ಟರ್ಸ್ ಅಥ್ಲೆಟಿಕ್ ಕ್ರೀಡಾಕೂಟದಲ್ಲಿ ಉತ್ತಮ ಸಾಧನೆ ಮಾಡಿದ್ದಾರೆ. 75 ವರ್ಷ ಮೇಲ್ಪಟ್ಟವರ ವಿಭಾಗದಲ್ಲಿ ಸ್ಪರ್ಧಿಸಿದ ಅವರು 4x100 ಮೀ. ರಿಲೇ, ಓಟ ಹಾಗೂ ನಡಿಗೆ ಸ್ಪರ್ಧೆಗಳಲ್ಲಿ ಪದಕ ಗಳಿಸಿ ರಾಷ್ಟ್ರ ಮಟ್ಟದ ಕ್ರೀಡಾಕೂಟಕ್ಕೆ ಆಯ್ಕೆಯಾಗಿದ್ದಾರೆ. ಅವರ ಸಾಧನೆಗೆ ನಗರದ ಕ್ರೀಡಾಭಿಮಾನಿಗಳು ಹಾಗೂ ಗಣ್ಯರು ಅಭಿನಂದನೆ ಸಲ್ಲಿಸಿದ್ದಾರೆ.: [720, 740, 920, 782]
brief-text: ಜಿಲ್ಲಾಡಳಿತ, ಜಿಲ್ಲಾ ಪಂಚಾಯತ್ ಹಾಗೂ ಮಹಿಳಾ ಮತ್ತು ಮಕ್ಕಳ ಕಲ್ಯಾಣ ಇಲಾಖೆ ಸಹಯೋಗದಲ್ಲಿ ಇಂದು ಬೆಳಗ್ಗೆ 9.30ಕ್ಕೆ ನಗರದ ಜಿಲ್ಲಾ ಕ್ರೀಡಾಂಗಣದಲ್ಲಿ ಮಕ್ಕಳ ಹಬ್ಬ ಕಾರ್ಯಕ್ರಮ ಆಯೋಜಿಸಲಾಗಿದೆ. ವಿವಿಧ ಶಾಲೆಗಳ ವಿದ್ಯಾರ್ಥಿಗಳು ಸಾಂಸ್ಕೃತಿಕ ಕಾರ್ಯಕ್ರಮ ನಡೆಸಿಕೊಡಲಿದ್ದಾರೆ.: [28, 591, 190, 625]
onechild-text-bottom: ಒಂದೇ ಮಗು ಪಡೆಯುವ ಪ್ರವೃತ್ತಿಯಿಂದ ಕುಟುಂಬ ವ್ಯವಸ್ಥೆ ಶಿಥಿಲಗೊಳ್ಳುತ್ತಿದ್ದು, ಸಮಾಜದಲ್ಲಿ ಹಲವು ಸಮಸ್ಯೆಗಳಿಗೆ ಕಾರಣವಾಗುತ್ತಿದೆ ಎಂದು ಶ್ರೀಗಳು ಅಭಿಪ್ರಾಯಪಟ್ಟರು. ನಗರದಲ್ಲಿ ಹಮ್ಮಿಕೊಂಡಿದ್ದ ಧಾರ್ಮಿಕ ಕಾರ್ಯಕ್ರಮದಲ್ಲಿ ಆಶೀರ್ವಚನ ನೀಡಿದ ಅವರು, ಮಕ್ಕಳಿಗೆ ಸಂಸ್ಕಾರ ನೀಡುವುದು ಪೋಷಕರ ಕರ್ತವ್ಯವಾಗಿದೆ. ಅವಿಭಕ್ತ ಕುಟುಂಬಗಳಲ್ಲಿ ಮಕ್ಕಳು ಹಂಚಿಕೊಂಡು ಬದುಕುವುದನ್ನು ಕಲಿಯುತ್ತಿದ್ದರು. ಇಂದು ಒಂಟಿ ಮಗು ಸ್ವಾರ್ಥ ಮನೋಭಾವ ಬೆಳೆಸಿಕೊಳ್ಳುತ್ತಿದೆ. ಕುಟುಂಬದಲ್ಲಿ ಪ್ರೀತಿ, ವಿಶ್ವಾಸ ಬೆಳೆಯಬೇಕಾದರೆ ಹಿರಿಯರ ಮಾರ್ಗದರ್ಶನ ಅಗತ್ಯ ಎಂದರು. ಕಾರ್ಯಕ್ರಮದಲ್ಲಿ ಮಠದ ಭಕ್ತರು, ಸಮಾಜದ ಮುಖಂಡರು ಹಾಗೂ ನೂರಾರು ಸಾರ್ವಜನಿಕರು ಭಾಗವಹಿಸಿದ್ದರು. 2 ವರ್ಷದ ಅವಧಿಯ ಈ ಯೋಜನೆಯಡಿ ಕುಟುಂಬ ಮೌಲ್ಯಗಳ ಬಗ್ಗೆ ಜಾಗೃತಿ ಮೂಡಿಸಲಾಗುವುದು ಎಂದು ತಿಳಿಸಿದರು.: [474, 1026, 814, 1077]
framed-picture: [37, 133, 91, 215]
masthead-day: ಬುಧವಾರ: [18, 6, 50, 17]
kirusuddi-label-b: ಸುದ್ದಿ: [89, 79, 115, 98]
robbery-title: ಚಿನ್ನದ ವ್ಯಾಪಾರಿ ದರೋಡೆ ಪ್ರಕರಣದಲ್ಲಿ ಇಬ್ಬರು ಪಿಎಸ್ಐ ಸೇರಿ 7 ಜನ ಬಂಧನ: [656, 292, 888, 327]
registration-marks-icon: [64, 1414, 104, 1424]
brief-place: ದಾವಣಗೆರೆ:: [28, 371, 54, 380]
brief-title: ಕುಂದುವಾಡ ಕೆರೆಯಲ್ಲಿ ಯುವಕನ ಮೃತದೇಹ ಪತ್ತೆ: [28, 874, 164, 905]
